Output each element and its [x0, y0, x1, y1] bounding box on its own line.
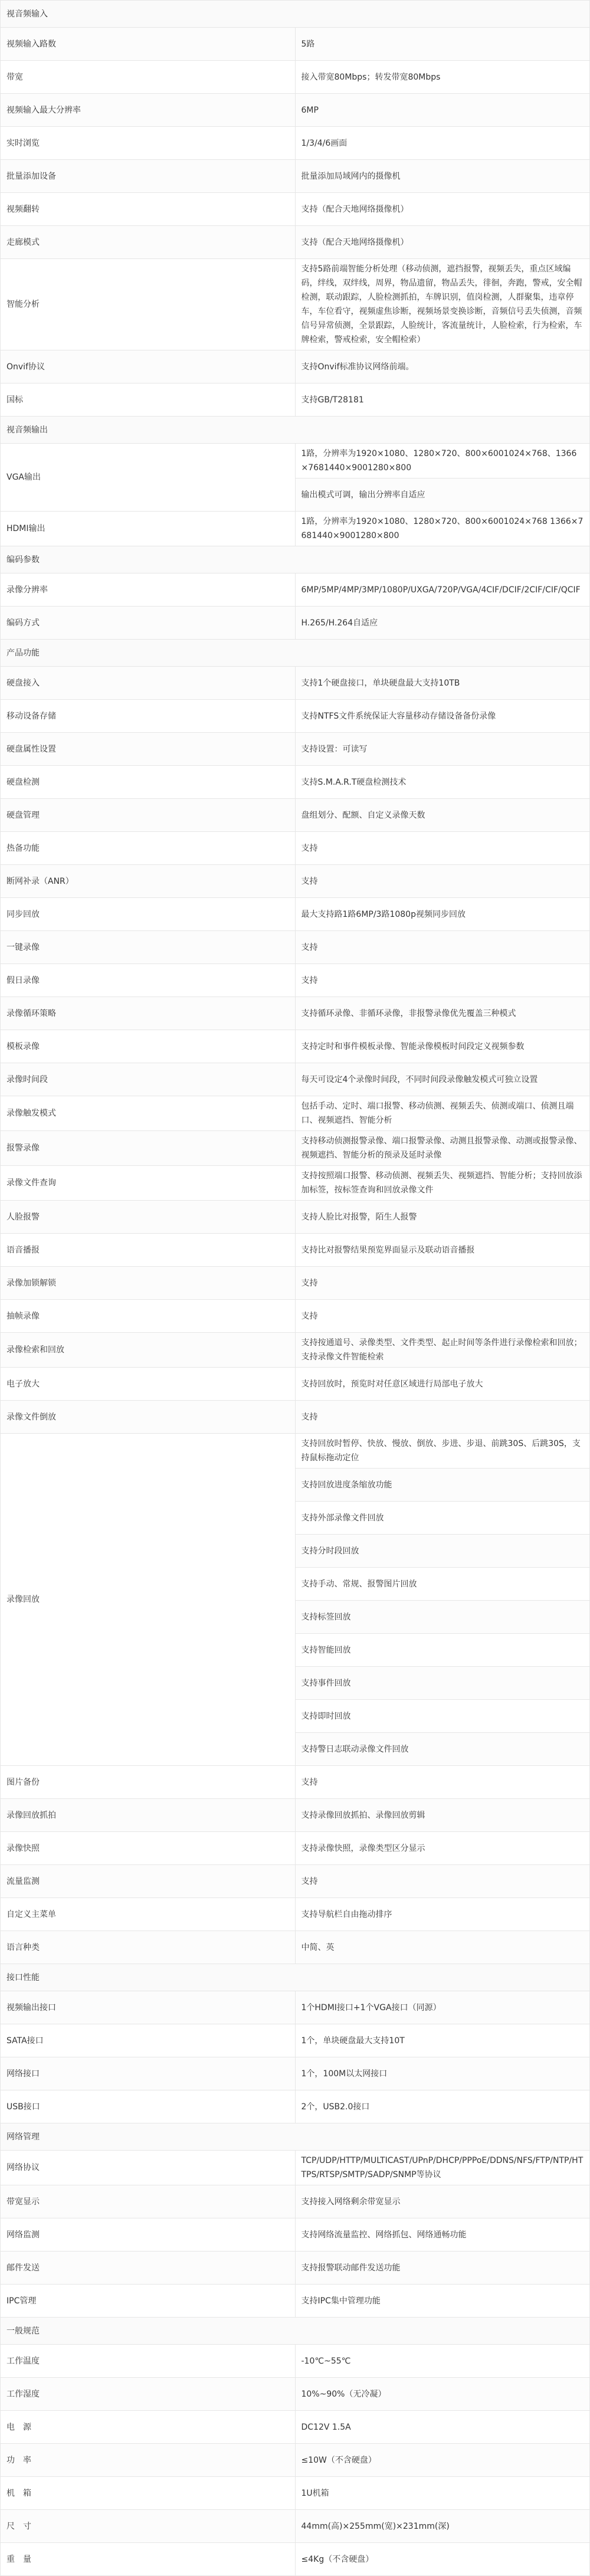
- spec-value: 每天可设定4个录像时间段，不同时间段录像触发模式可独立设置: [295, 1063, 590, 1096]
- spec-label: 视频翻转: [1, 193, 296, 226]
- spec-label: 视频输入最大分辨率: [1, 94, 296, 127]
- spec-value: 支持回放时，预览时对任意区域进行局部电子放大: [295, 1368, 590, 1401]
- spec-value: 支持: [295, 832, 590, 865]
- table-row: [1, 1030, 590, 1063]
- table-row: [1, 350, 590, 384]
- spec-value: 支持按通道号、录像类型、文件类型、起止时间等条件进行录像检索和回放；支持录像文件智能检索: [295, 1333, 590, 1368]
- spec-value: 支持事件回放: [295, 1667, 590, 1700]
- table-row: [1, 1865, 590, 1898]
- spec-value: 支持网络流量监控、网络抓包、网络通畅功能: [295, 2218, 590, 2251]
- spec-label: IPC管理: [1, 2285, 296, 2318]
- spec-value: ≤4Kg（不含硬盘）: [295, 2543, 590, 2576]
- spec-value: -10℃~55℃: [295, 2345, 590, 2378]
- spec-label: 带宽显示: [1, 2185, 296, 2218]
- table-row: [1, 2151, 590, 2185]
- spec-label: 网络接口: [1, 2057, 296, 2090]
- spec-value: 支持: [295, 1300, 590, 1333]
- spec-value: 支持人脸比对报警，陌生人报警: [295, 1201, 590, 1234]
- table-row: [1, 1898, 590, 1931]
- table-row: [1, 1991, 590, 2024]
- table-row: [1, 61, 590, 94]
- table-row: [1, 1234, 590, 1267]
- table-row: [1, 2057, 590, 2090]
- spec-value: DC12V 1.5A: [295, 2411, 590, 2444]
- spec-label: 录像检索和回放: [1, 1333, 296, 1368]
- spec-value: 最大支持路1路6MP/3路1080p视频同步回放: [295, 898, 590, 931]
- table-row: [1, 766, 590, 799]
- table-row: [1, 444, 590, 479]
- spec-value: 支持警日志联动录像文件回放: [295, 1733, 590, 1766]
- table-row: [1, 2090, 590, 2123]
- spec-label: 邮件发送: [1, 2251, 296, 2285]
- spec-value: 支持: [295, 1865, 590, 1898]
- spec-label: 电子放大: [1, 1368, 296, 1401]
- spec-value: 1个，单块硬盘最大支持10T: [295, 2024, 590, 2057]
- section-header: [1, 1964, 590, 1991]
- spec-value: 支持: [295, 931, 590, 964]
- spec-value: 44mm(高)×255mm(宽)×231mm(深): [295, 2510, 590, 2543]
- spec-value: 支持按照端口报警、移动侦测、视频丢失、视频遮挡、智能分析；支持回放添加标签，按标签查询和回放录像文件: [295, 1166, 590, 1201]
- table-row: [1, 964, 590, 997]
- section-header: [1, 2318, 590, 2345]
- table-row: [1, 1832, 590, 1865]
- table-row: [1, 1267, 590, 1300]
- spec-label: 录像回放抓拍: [1, 1799, 296, 1832]
- spec-label: 录像加锁解锁: [1, 1267, 296, 1300]
- spec-label: 抽帧录像: [1, 1300, 296, 1333]
- spec-value: 支持移动侦测报警录像、端口报警录像、动测且报警录像、动测或报警录像、视频遮挡、智能分析的预录及延时录像: [295, 1131, 590, 1166]
- spec-label: 语言种类: [1, 1931, 296, 1964]
- spec-value: 支持循环录像、非循环录像，非报警录像优先覆盖三种模式: [295, 997, 590, 1030]
- table-row: [1, 832, 590, 865]
- spec-label: 视频输出接口: [1, 1991, 296, 2024]
- table-row: [1, 226, 590, 259]
- spec-label: 工作湿度: [1, 2378, 296, 2411]
- spec-label: 断网补录（ANR）: [1, 865, 296, 898]
- table-row: [1, 573, 590, 607]
- spec-value: 支持回放进度条缩放功能: [295, 1469, 590, 1502]
- spec-value: 支持即时回放: [295, 1700, 590, 1733]
- spec-label: 流量监测: [1, 1865, 296, 1898]
- spec-value: 支持回放时暂停、快放、慢放、倒放、步进、步退、前跳30S、后跳30S，支持鼠标拖动定位: [295, 1434, 590, 1469]
- spec-label: 移动设备存储: [1, 700, 296, 733]
- spec-label: 录像文件查询: [1, 1166, 296, 1201]
- section-header: [1, 640, 590, 667]
- spec-value: 支持S.M.A.R.T硬盘检测技术: [295, 766, 590, 799]
- spec-value: 支持: [295, 1401, 590, 1434]
- spec-value: 支持Onvif标准协议网络前端。: [295, 350, 590, 384]
- spec-label: 实时浏览: [1, 127, 296, 160]
- table-row: [1, 28, 590, 61]
- table-row: [1, 2185, 590, 2218]
- spec-value: 支持: [295, 865, 590, 898]
- table-row: [1, 1063, 590, 1096]
- spec-value: 支持NTFS文件系统保证大容量移动存储设备备份录像: [295, 700, 590, 733]
- table-row: [1, 259, 590, 350]
- section-title: 接口性能: [1, 1964, 590, 1991]
- table-row: [1, 1201, 590, 1234]
- table-row: [1, 1766, 590, 1799]
- table-row: [1, 2477, 590, 2510]
- section-header: [1, 2123, 590, 2151]
- spec-label: 录像分辨率: [1, 573, 296, 607]
- spec-label: 硬盘接入: [1, 667, 296, 700]
- spec-label: 走廊模式: [1, 226, 296, 259]
- table-row: [1, 1799, 590, 1832]
- table-row: [1, 799, 590, 832]
- table-row: [1, 700, 590, 733]
- table-row: [1, 2378, 590, 2411]
- spec-value: 支持智能回放: [295, 1634, 590, 1667]
- spec-label: Onvif协议: [1, 350, 296, 384]
- spec-value: 6MP/5MP/4MP/3MP/1080P/UXGA/720P/VGA/4CIF/DCIF/2CIF/CIF/QCIF: [295, 573, 590, 607]
- spec-value: 输出模式可调，输出分辨率自适应: [295, 479, 590, 512]
- spec-value: 包括手动、定时、端口报警、移动侦测、视频丢失、侦测或端口、侦测且端口、视频遮挡、智能分析: [295, 1096, 590, 1131]
- spec-label: 报警录像: [1, 1131, 296, 1166]
- spec-value: 支持（配合天地网络摄像机）: [295, 193, 590, 226]
- spec-label: 批量添加设备: [1, 160, 296, 193]
- table-row: [1, 997, 590, 1030]
- spec-value: TCP/UDP/HTTP/MULTICAST/UPnP/DHCP/PPPoE/DDNS/NFS/FTP/NTP/HTTPS/RTSP/SMTP/SADP/SNMP等协议: [295, 2151, 590, 2185]
- section-header: [1, 546, 590, 573]
- spec-value: 批量添加局域网内的摄像机: [295, 160, 590, 193]
- table-row: [1, 1131, 590, 1166]
- table-row: [1, 931, 590, 964]
- table-row: [1, 1401, 590, 1434]
- section-title: 视音频输入: [1, 1, 590, 28]
- spec-value: 盘组划分、配额、自定义录像天数: [295, 799, 590, 832]
- table-row: [1, 2251, 590, 2285]
- spec-label: USB接口: [1, 2090, 296, 2123]
- spec-label: 网络监测: [1, 2218, 296, 2251]
- spec-label: 硬盘检测: [1, 766, 296, 799]
- spec-value: 支持GB/T28181: [295, 384, 590, 417]
- spec-label: 网络协议: [1, 2151, 296, 2185]
- spec-value: 支持录像回放抓拍、录像回放剪辑: [295, 1799, 590, 1832]
- spec-label: 模板录像: [1, 1030, 296, 1063]
- spec-label: 国标: [1, 384, 296, 417]
- spec-value: 6MP: [295, 94, 590, 127]
- spec-value: 1U机箱: [295, 2477, 590, 2510]
- spec-label: 硬盘属性设置: [1, 733, 296, 766]
- table-row: [1, 667, 590, 700]
- spec-value: 5路: [295, 28, 590, 61]
- table-row: [1, 2285, 590, 2318]
- spec-value: H.265/H.264自适应: [295, 607, 590, 640]
- spec-label: 视频输入路数: [1, 28, 296, 61]
- table-row: [1, 2024, 590, 2057]
- spec-value: ≤10W（不含硬盘）: [295, 2444, 590, 2477]
- spec-value: 支持外部录像文件回放: [295, 1502, 590, 1535]
- table-row: [1, 127, 590, 160]
- table-row: [1, 1368, 590, 1401]
- section-title: 产品功能: [1, 640, 590, 667]
- table-row: [1, 512, 590, 546]
- spec-value: 支持（配合天地网络摄像机）: [295, 226, 590, 259]
- spec-label: 录像循环策略: [1, 997, 296, 1030]
- table-row: [1, 2345, 590, 2378]
- spec-value: 支持: [295, 964, 590, 997]
- table-row: [1, 1931, 590, 1964]
- table-row: [1, 160, 590, 193]
- spec-value: 支持手动、常规、报警图片回放: [295, 1568, 590, 1601]
- spec-label: SATA接口: [1, 2024, 296, 2057]
- table-row: [1, 1333, 590, 1368]
- table-row: [1, 1096, 590, 1131]
- spec-label: 录像触发模式: [1, 1096, 296, 1131]
- spec-value: 接入带宽80Mbps；转发带宽80Mbps: [295, 61, 590, 94]
- table-row: [1, 2543, 590, 2576]
- spec-label: 电 源: [1, 2411, 296, 2444]
- table-row: [1, 607, 590, 640]
- table-row: [1, 898, 590, 931]
- spec-label: HDMI输出: [1, 512, 296, 546]
- spec-label: 编码方式: [1, 607, 296, 640]
- spec-label: 智能分析: [1, 259, 296, 350]
- spec-value: 支持: [295, 1766, 590, 1799]
- table-row: [1, 733, 590, 766]
- spec-label: 重 量: [1, 2543, 296, 2576]
- spec-value: 1个，100M以太网接口: [295, 2057, 590, 2090]
- spec-label: 自定义主菜单: [1, 1898, 296, 1931]
- spec-value: 1个HDMI接口+1个VGA接口（同源）: [295, 1991, 590, 2024]
- section-title: 一般规范: [1, 2318, 590, 2345]
- spec-value: 支持报警联动邮件发送功能: [295, 2251, 590, 2285]
- table-row: [1, 1166, 590, 1201]
- spec-label: 工作温度: [1, 2345, 296, 2378]
- spec-label: 热备功能: [1, 832, 296, 865]
- spec-label: 机 箱: [1, 2477, 296, 2510]
- spec-value: 支持导航栏自由拖动排序: [295, 1898, 590, 1931]
- spec-label: 功 率: [1, 2444, 296, 2477]
- spec-value: 1路，分辨率为1920×1080、1280×720、800×6001024×768 1366×7681440×9001280×800: [295, 512, 590, 546]
- section-header: [1, 1, 590, 28]
- spec-value: 支持5路前端智能分析处理（移动侦测，遮挡报警，视频丢失，重点区域编码，绊线，双绊线，周界，物品遗留，物品丢失，徘徊，奔跑，警戒，安全帽检测，联动跟踪，人脸检测抓拍，车牌识别，值岗检测，人群聚集，违章停车，车位看守，视频虚焦诊断，视频场景变换诊断，音频信号丢失侦测，音频信号异常侦测，全景跟踪，人脸统计，客流量统计，人脸检索，行为检索，车牌检索，警戒检索，安全帽检索）: [295, 259, 590, 350]
- spec-label: 硬盘管理: [1, 799, 296, 832]
- spec-label: 录像回放: [1, 1434, 296, 1766]
- spec-value: 支持1个硬盘接口，单块硬盘最大支持10TB: [295, 667, 590, 700]
- spec-label: 人脸报警: [1, 1201, 296, 1234]
- spec-value: 支持设置：可读写: [295, 733, 590, 766]
- section-title: 视音频输出: [1, 417, 590, 444]
- spec-value: 中简、英: [295, 1931, 590, 1964]
- spec-label: 假日录像: [1, 964, 296, 997]
- table-row: [1, 865, 590, 898]
- spec-value: 支持标签回放: [295, 1601, 590, 1634]
- spec-table-body: [1, 1, 590, 2576]
- section-title: 编码参数: [1, 546, 590, 573]
- spec-label: 录像时间段: [1, 1063, 296, 1096]
- spec-label: 一键录像: [1, 931, 296, 964]
- section-title: 网络管理: [1, 2123, 590, 2151]
- spec-value: 2个，USB2.0接口: [295, 2090, 590, 2123]
- table-row: [1, 94, 590, 127]
- table-row: [1, 384, 590, 417]
- spec-value: 10%~90%（无冷凝）: [295, 2378, 590, 2411]
- spec-label: 带宽: [1, 61, 296, 94]
- spec-label: VGA输出: [1, 444, 296, 512]
- table-row: [1, 2411, 590, 2444]
- spec-value: 支持比对报警结果预览界面显示及联动语音播报: [295, 1234, 590, 1267]
- spec-value: 1路，分辨率为1920×1080、1280×720、800×6001024×768、1366×7681440×9001280×800: [295, 444, 590, 479]
- table-row: [1, 2510, 590, 2543]
- table-row: [1, 2444, 590, 2477]
- spec-label: 同步回放: [1, 898, 296, 931]
- spec-label: 语音播报: [1, 1234, 296, 1267]
- spec-value: 支持: [295, 1267, 590, 1300]
- spec-value: 支持分时段回放: [295, 1535, 590, 1568]
- spec-label: 录像文件倒放: [1, 1401, 296, 1434]
- table-row: [1, 1434, 590, 1469]
- spec-label: 录像快照: [1, 1832, 296, 1865]
- spec-value: 支持接入网络剩余带宽显示: [295, 2185, 590, 2218]
- spec-value: 支持定时和事件模板录像、智能录像模板时间段定义视频参数: [295, 1030, 590, 1063]
- table-row: [1, 2218, 590, 2251]
- spec-label: 尺 寸: [1, 2510, 296, 2543]
- section-header: [1, 417, 590, 444]
- spec-value: 支持IPC集中管理功能: [295, 2285, 590, 2318]
- table-row: [1, 193, 590, 226]
- spec-value: 1/3/4/6画面: [295, 127, 590, 160]
- table-row: [1, 1300, 590, 1333]
- spec-label: 图片备份: [1, 1766, 296, 1799]
- spec-value: 支持录像快照，录像类型区分显示: [295, 1832, 590, 1865]
